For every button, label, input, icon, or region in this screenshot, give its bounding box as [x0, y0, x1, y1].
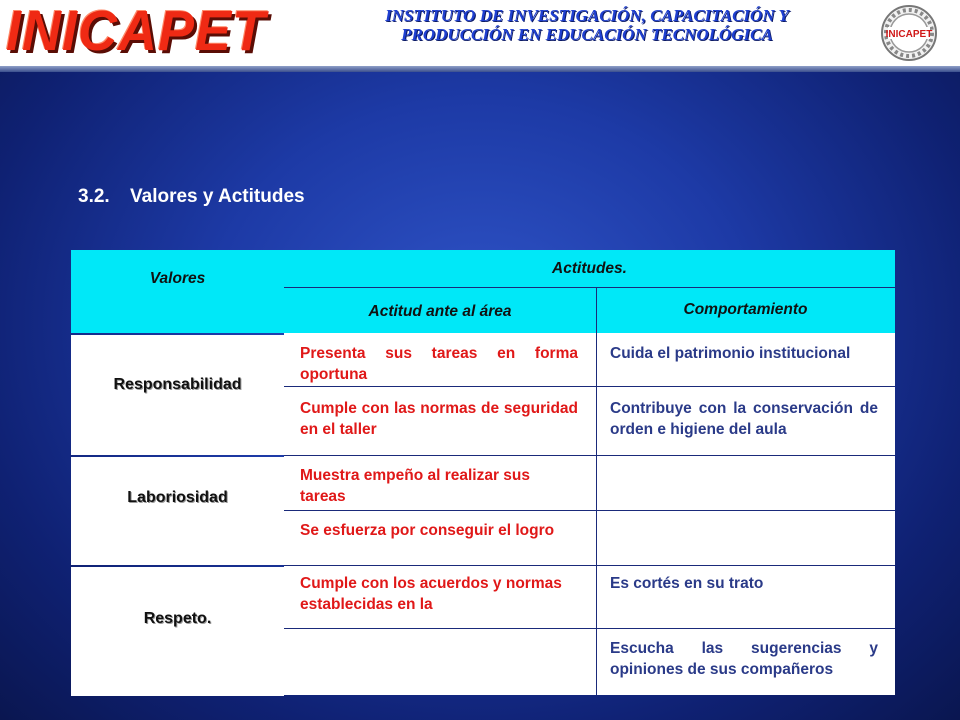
grid-row-5 [284, 628, 895, 629]
comportamiento-row-5: Es cortés en su trato [610, 575, 764, 592]
value-responsabilidad: Responsabilidad [113, 376, 242, 393]
header-actitudes: Actitudes. [552, 260, 627, 277]
grid-header-divider [284, 287, 895, 288]
comportamiento-row-1: Cuida el patrimonio institucional [610, 345, 851, 362]
comportamiento-row-2: Contribuye con la conservación de orden e higiene del aula [610, 400, 878, 438]
institution-seal-icon [864, 4, 954, 62]
header-actitud-area: Actitud ante al área [368, 303, 512, 320]
actitud-row-3: Muestra empeño al realizar sus tareas [300, 467, 531, 505]
section-number: 3.2. [78, 186, 110, 207]
value-cell-respeto [71, 567, 284, 696]
comportamiento-row-6: Escucha las sugerencias y opiniones de sus compañeros [610, 640, 878, 678]
actitud-row-4: Se esfuerza por conseguir el logro [300, 522, 555, 539]
actitud-row-1: Presenta sus tareas en forma oportuna [300, 345, 578, 383]
header-actitud-area-cell [284, 287, 596, 333]
section-heading: Valores y Actitudes [130, 186, 305, 207]
header-valores: Valores [149, 270, 206, 287]
grid-row-3 [284, 510, 895, 511]
header-actitudes-cell [284, 250, 895, 287]
header-comportamiento-cell [596, 287, 895, 333]
value-respeto: Respeto. [143, 610, 212, 627]
value-cell-laboriosidad [71, 457, 284, 565]
institution-line-1: INSTITUTO DE INVESTIGACIÓN, CAPACITACIÓN Y [385, 6, 789, 25]
section-title [78, 186, 305, 208]
header-valores-cell [71, 250, 284, 333]
value-laboriosidad: Laboriosidad [127, 489, 228, 506]
seal-text: INICAPET [885, 29, 933, 40]
inicapet-logo: INICAPET [6, 0, 267, 63]
grid-row-4 [284, 565, 895, 566]
grid-row-1 [284, 386, 895, 387]
grid-col-divider [596, 287, 597, 695]
institution-line-2: PRODUCCIÓN EN EDUCACIÓN TECNOLÓGICA [401, 25, 773, 44]
actitud-row-2: Cumple con las normas de seguridad en el taller [300, 400, 578, 438]
institution-title [318, 6, 856, 44]
grid-row-2 [284, 455, 895, 456]
value-cell-responsabilidad [71, 335, 284, 455]
actitud-row-5: Cumple con los acuerdos y normas establecidas en la [300, 575, 562, 613]
header-rule [0, 66, 960, 72]
header-comportamiento: Comportamiento [683, 301, 808, 318]
